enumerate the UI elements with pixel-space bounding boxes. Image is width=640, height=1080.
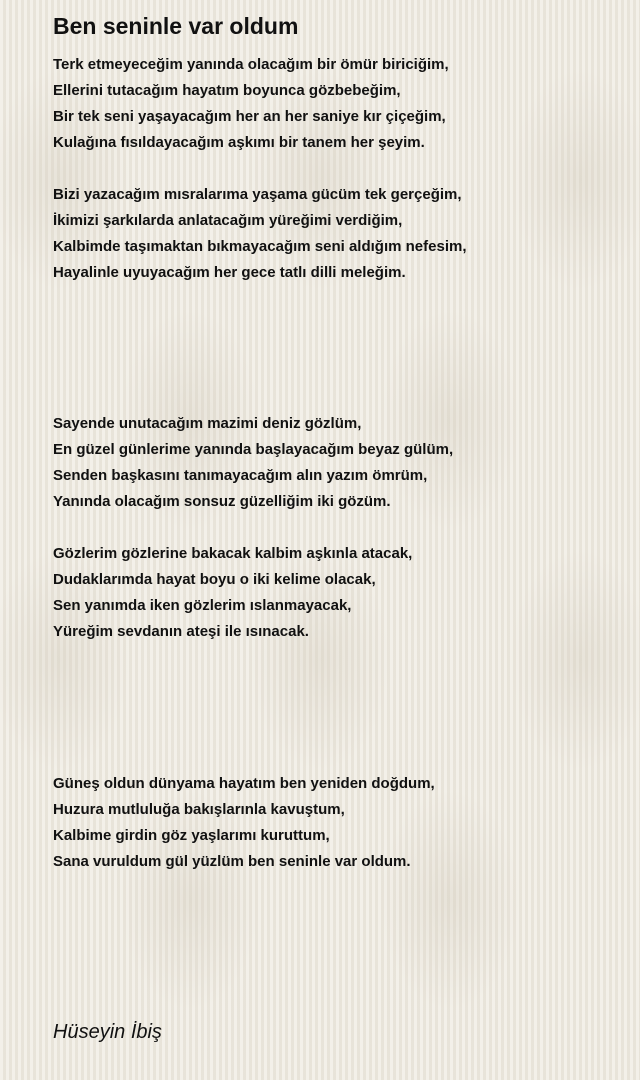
poem-line: Huzura mutluluğa bakışlarınla kavuştum, [53,801,345,818]
poem-line: Kalbime girdin göz yaşlarımı kuruttum, [53,827,330,844]
poem-line: Sayende unutacağım mazimi deniz gözlüm, [53,415,362,432]
stanza-1 [53,52,449,156]
poem-line: Yüreğim sevdanın ateşi ile ısınacak. [53,623,309,640]
poem-line: İkimizi şarkılarda anlatacağım yüreğimi verdiğim, [53,212,403,229]
stanza-3 [53,411,453,515]
poem-line: Sen yanımda iken gözlerim ıslanmayacak, [53,597,352,614]
poem-line: Dudaklarımda hayat boyu o iki kelime olacak, [53,571,376,588]
poem-line: Kalbimde taşımaktan bıkmayacağım seni aldığım nefesim, [53,238,467,255]
poem-line: Sana vuruldum gül yüzlüm ben seninle var oldum. [53,853,411,870]
poem-line: Güneş oldun dünyama hayatım ben yeniden doğdum, [53,775,435,792]
poem-line: Kulağına fısıldayacağım aşkımı bir tanem her şeyim. [53,134,425,151]
poem-line: Terk etmeyeceğim yanında olacağım bir ömür biriciğim, [53,56,449,73]
poem-line: Bir tek seni yaşayacağım her an her saniye kır çiçeğim, [53,108,446,125]
poem-line: Yanında olacağım sonsuz güzelliğim iki gözüm. [53,493,391,510]
poem-line: Hayalinle uyuyacağım her gece tatlı dilli meleğim. [53,264,406,281]
poem-author: Hüseyin İbiş [53,1021,162,1043]
poem-line: Gözlerim gözlerine bakacak kalbim aşkınla atacak, [53,545,413,562]
stanza-4 [53,541,412,645]
stanza-2 [53,182,467,286]
poem-line: Senden başkasını tanımayacağım alın yazım ömrüm, [53,467,428,484]
poem-line: Ellerini tutacağım hayatım boyunca gözbebeğim, [53,82,401,99]
stanza-5 [53,771,435,875]
poem-line: Bizi yazacağım mısralarıma yaşama gücüm tek gerçeğim, [53,186,462,203]
poem-line: En güzel günlerime yanında başlayacağım beyaz gülüm, [53,441,454,458]
poem-title: Ben seninle var oldum [53,13,299,39]
